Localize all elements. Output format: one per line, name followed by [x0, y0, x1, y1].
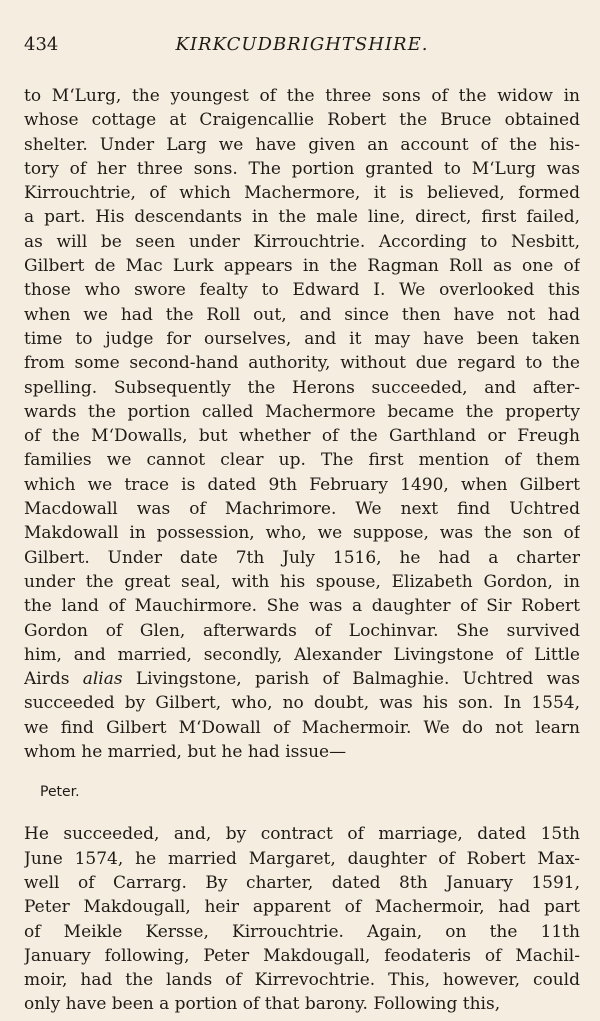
text-line: families we cannot clear up. The first mention of them: [24, 450, 580, 471]
section-heading: Peter.: [40, 784, 80, 801]
text-line: spelling. Subsequently the Herons succeeded, and after-: [24, 377, 580, 398]
text-line: from some second-hand authority, without due regard to the: [24, 353, 580, 374]
text-line: wards the portion called Machermore became the property: [24, 401, 580, 422]
text-line: succeeded by Gilbert, who, no doubt, was his son. In 1554,: [24, 693, 580, 714]
running-header: [24, 34, 580, 58]
text-line: well of Carrarg. By charter, dated 8th January 1591,: [24, 872, 580, 893]
text-line: moir, had the lands of Kirrevochtrie. This, however, could: [24, 970, 580, 991]
text-line: January following, Peter Makdougall, feodateris of Machil-: [24, 945, 580, 966]
text-line: tory of her three sons. The portion granted to M‘Lurg was: [24, 158, 580, 179]
text-line: Makdowall in possession, who, we suppose, was the son of: [24, 523, 580, 544]
text-line: whose cottage at Craigencallie Robert the Bruce obtained: [24, 110, 580, 131]
running-title: KIRKCUDBRIGHTSHIRE.: [175, 34, 429, 55]
text-line: which we trace is dated 9th February 1490, when Gilbert: [24, 474, 580, 495]
text-line: Macdowall was of Machrimore. We next find Uchtred: [24, 499, 580, 520]
body-text: [24, 84, 580, 1017]
paragraph-2: [24, 822, 580, 1016]
text-line: Gilbert de Mac Lurk appears in the Ragman Roll as one of: [24, 256, 580, 277]
text-line: a part. His descendants in the male line, direct, first failed,: [24, 207, 580, 228]
text-line: those who swore fealty to Edward I. We overlooked this: [24, 280, 580, 301]
text-line: time to judge for ourselves, and it may have been taken: [24, 328, 580, 349]
text-line: whom he married, but he had issue—: [24, 742, 347, 763]
text-line: when we had the Roll out, and since then have not had: [24, 304, 580, 325]
text-line: under the great seal, with his spouse, Elizabeth Gordon, in: [24, 571, 580, 592]
text-line: Gordon of Glen, afterwards of Lochinvar. She survived: [24, 620, 580, 641]
text-line: Gilbert. Under date 7th July 1516, he had a charter: [24, 547, 580, 568]
text-line: Airds alias Livingstone, parish of Balmaghie. Uchtred was: [24, 669, 580, 690]
text-line: only have been a portion of that barony. Following this,: [24, 994, 501, 1015]
text-line: shelter. Under Larg we have given an account of the his-: [24, 134, 580, 155]
text-line: we find Gilbert M‘Dowall of Machermoir. We do not learn: [24, 717, 580, 738]
text-line: of Meikle Kersse, Kirrouchtrie. Again, on the 11th: [24, 921, 580, 942]
text-line: him, and married, secondly, Alexander Livingstone of Little: [24, 644, 580, 665]
paragraph-1: [24, 84, 580, 764]
text-line: of the M‘Dowalls, but whether of the Garthland or Freugh: [24, 426, 580, 447]
text-line: as will be seen under Kirrouchtrie. According to Nesbitt,: [24, 231, 580, 252]
text-line: the land of Mauchirmore. She was a daughter of Sir Robert: [24, 596, 580, 617]
text-line: He succeeded, and, by contract of marriage, dated 15th: [24, 824, 580, 845]
text-line: June 1574, he married Margaret, daughter of Robert Max-: [24, 848, 580, 869]
page-number: 434: [24, 34, 59, 55]
text-line: to M‘Lurg, the youngest of the three sons of the widow in: [24, 86, 580, 106]
text-line: Kirrouchtrie, of which Machermore, it is believed, formed: [24, 183, 580, 204]
text-line: Peter Makdougall, heir apparent of Machermoir, had part: [24, 897, 580, 918]
